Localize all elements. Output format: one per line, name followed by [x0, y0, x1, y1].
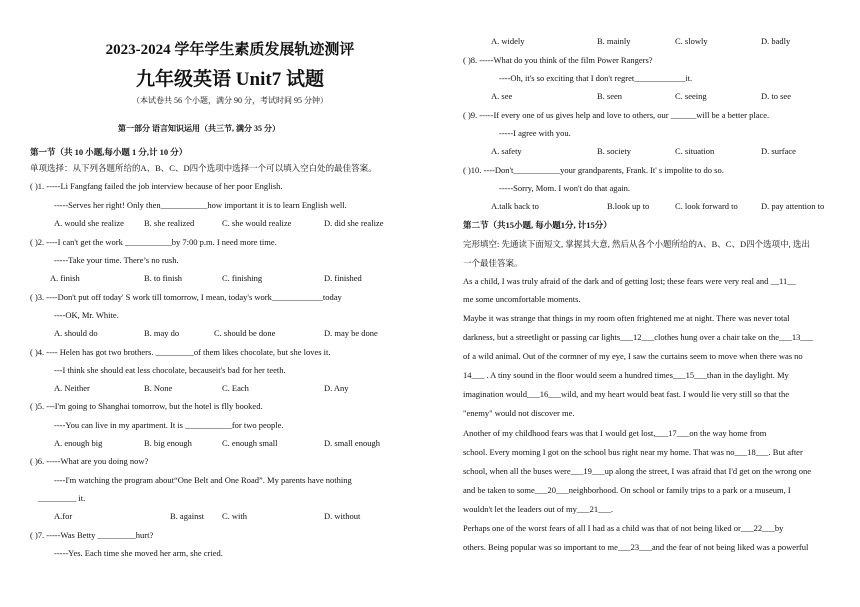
question-3-reply: ----OK, Mr. White.	[54, 310, 119, 320]
q7-option-a: A. widely	[491, 36, 525, 46]
question-6-reply-cont: _________ it.	[38, 493, 86, 503]
q3-option-b: B. may do	[144, 328, 180, 338]
q5-option-a: A. enough big	[54, 438, 103, 448]
question-8-reply: ----Oh, it's so exciting that I don't regret____________it.	[499, 73, 693, 83]
q9-option-d: D. surface	[761, 146, 796, 156]
q1-option-a: A. would she realize	[54, 218, 124, 228]
question-2: ( )2. ----I can't get the work ___________by 7:00 p.m. I need more time.	[30, 237, 277, 247]
q3-option-d: D. may be done	[324, 328, 378, 338]
q8-option-d: D. to see	[761, 91, 791, 101]
question-5: ( )5. ---I'm going to Shanghai tomorrow, but the hotel is flly booked.	[30, 401, 263, 411]
q4-option-d: D. Any	[324, 383, 349, 393]
exam-title: 2023-2024 学年学生素质发展轨迹测评	[105, 42, 355, 58]
question-7-reply: -----Yes. Each time she moved her arm, she cried.	[54, 548, 223, 558]
question-9-reply: -----I agree with you.	[499, 128, 571, 138]
q3-option-c: C. should be done	[214, 328, 276, 338]
q6-option-a: A.for	[54, 511, 73, 521]
passage-line: Perhaps one of the worst fears of all I had as a child was that of not being liked or___22___by	[463, 523, 784, 533]
q7-option-c: C. slowly	[675, 36, 708, 46]
question-4: ( )4. ---- Helen has got two brothers. _________of them likes chocolate, but she loves it.	[30, 347, 331, 357]
question-7: ( )7. -----Was Betty _________hurt?	[30, 530, 154, 540]
question-2-reply: -----Take your time. There’s no rush.	[54, 255, 179, 265]
section1-heading: 第一节（共 10 小题,每小题 1 分,计 10 分）	[30, 147, 188, 157]
question-6: ( )6. -----What are you doing now?	[30, 456, 149, 466]
question-3: ( )3. ----Don't put off today' S work till tomorrow, I mean, today's work____________today	[30, 292, 342, 302]
q5-option-d: D. small enough	[324, 438, 380, 448]
q4-option-c: C. Each	[222, 383, 249, 393]
question-10-reply: -----Sorry, Mom. I won't do that again.	[499, 183, 631, 193]
q9-option-a: A. safety	[491, 146, 522, 156]
q10-option-c: C. look forward to	[675, 201, 738, 211]
q4-option-b: B. None	[144, 383, 173, 393]
section2-heading: 第二节（共15小题, 每小题1分, 计15分）	[463, 220, 612, 230]
passage-line: 14___ . A tiny sound in the floor would seem a hundred times___15___than in the daylight. My	[463, 370, 789, 380]
passage-line: of a wild animal. Out of the cormner of my eye, I saw the curtains seem to move when there was no	[463, 351, 803, 361]
question-10: ( )10. ----Don't___________your grandparents, Frank. It' s impolite to do so.	[463, 165, 724, 175]
question-1-reply: -----Serves her right! Only then___________how important it is to learn English well.	[54, 200, 347, 210]
part1-heading: 第一部分 语言知识运用（共三节, 满分 35 分）	[118, 124, 280, 133]
q5-option-b: B. big enough	[144, 438, 192, 448]
passage-line: school. Every morning I got on the school bus right near my home. That was no___18___. But after	[463, 447, 803, 457]
q7-option-d: D. badly	[761, 36, 791, 46]
passage-line: imagination would___16___wild, and my heart would beat fast. I would lie very still so that the	[463, 389, 790, 399]
section2-instruction-cont: 一个最佳答案。	[463, 258, 523, 268]
q8-option-a: A. see	[491, 91, 513, 101]
exam-subtitle: 九年级英语 Unit7 试题	[136, 69, 324, 90]
passage-line: darkness, but a streetlight or passing car lights___12___clothes hung over a chair take on the___13___	[463, 332, 814, 342]
q7-option-b: B. mainly	[597, 36, 631, 46]
q1-option-d: D. did she realize	[324, 218, 384, 228]
section1-instruction: 单项选择：从下列各题所给的A、B、C、D四个选项中选择一个可以填入空白处的最佳答案。	[30, 163, 377, 173]
passage-line: wouldn't let the leaders out of my___21___.	[463, 504, 614, 514]
q2-option-d: D. finished	[324, 273, 362, 283]
question-4-reply: ---I think she should eat less chocolate, becauseit's bad for her teeth.	[54, 365, 286, 375]
q10-option-a: A.talk back to	[491, 201, 539, 211]
q1-option-c: C. she would realize	[222, 218, 292, 228]
q1-option-b: B. she realized	[144, 218, 195, 228]
question-6-reply: ----I'm watching the program about“One Belt and One Road”. My parents have nothing	[54, 475, 352, 485]
q9-option-b: B. society	[597, 146, 631, 156]
q6-option-b: B. against	[170, 511, 204, 521]
q2-option-a: A. finish	[50, 273, 80, 283]
passage-line: and be taken to some___20___neighborhood. On school or family trips to a park or a museum, I	[463, 485, 791, 495]
passage-line: Maybe it was strange that things in my room often frightened me at night. There was never total	[463, 313, 790, 323]
passage-line: Another of my childhood fears was that I would get lost,___17___on the way home from	[463, 428, 767, 438]
question-1: ( )1. -----Li Fangfang failed the job interview because of her poor English.	[30, 181, 283, 191]
q9-option-c: C. situation	[675, 146, 715, 156]
passage-line: "enemy" would not discover me.	[463, 408, 575, 418]
q4-option-a: A. Neither	[54, 383, 90, 393]
passage-line: As a child, I was truly afraid of the dark and of getting lost; these fears were very real and __11__	[463, 276, 796, 286]
question-8: ( )8. -----What do you think of the film Power Rangers?	[463, 55, 653, 65]
passage-line: others. Being popular was so important to me___23___and the fear of not being liked was a powerful	[463, 542, 809, 552]
passage-line: school, when all the buses were___19___up along the street, I was afraid that I'd get on the wrong one	[463, 466, 812, 476]
q2-option-c: C. finishing	[222, 273, 263, 283]
section2-instruction: 完形填空: 先通读下面短文, 掌握其大意, 然后从各个小题所给的A、B、C、D四个选项中, 选出	[463, 239, 810, 249]
question-9: ( )9. -----If every one of us gives help and love to others, our ______will be a better place.	[463, 110, 770, 120]
q3-option-a: A. should do	[54, 328, 98, 338]
q8-option-b: B. seen	[597, 91, 623, 101]
q5-option-c: C. enough small	[222, 438, 278, 448]
q10-option-b: B.look up to	[607, 201, 650, 211]
q8-option-c: C. seeing	[675, 91, 707, 101]
exam-note: （本试卷共 56 个小题，满分 90 分，考试时间 95 分钟）	[132, 96, 328, 105]
q6-option-d: D. without	[324, 511, 361, 521]
q10-option-d: D. pay attention to	[761, 201, 825, 211]
q6-option-c: C. with	[222, 511, 248, 521]
q2-option-b: B. to finish	[144, 273, 183, 283]
question-5-reply: ----You can live in my apartment. It is ___________for two people.	[54, 420, 284, 430]
passage-line: me some uncomfortable moments.	[463, 294, 581, 304]
